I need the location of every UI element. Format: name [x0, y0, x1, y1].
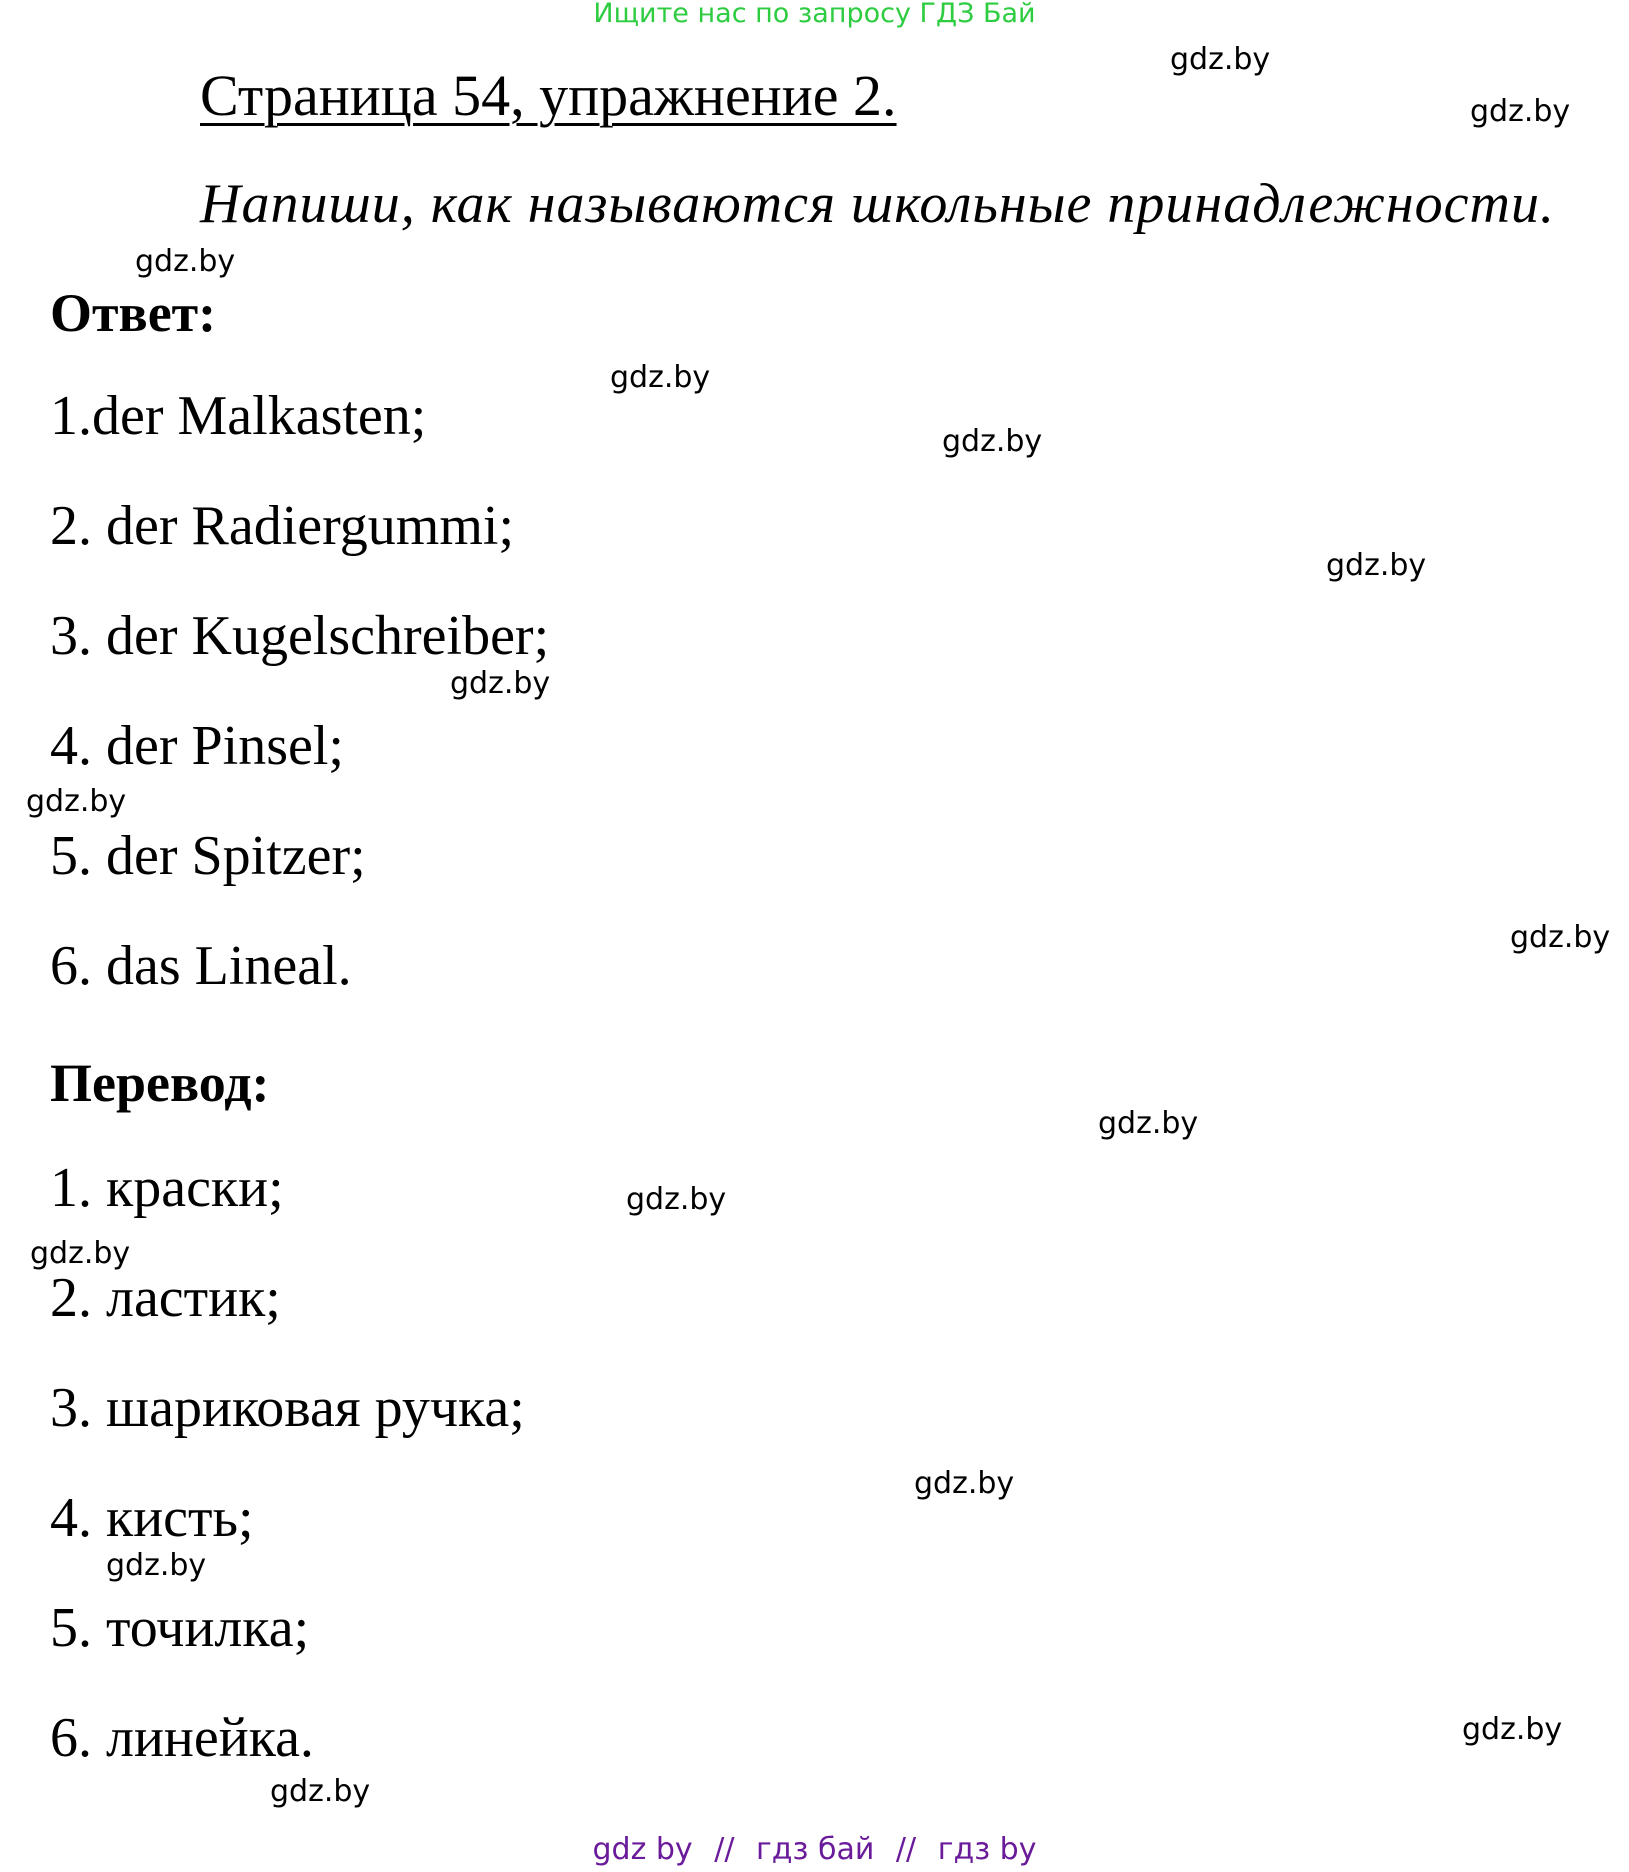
- footer-link-gdz-bai[interactable]: гдз бай: [756, 1832, 875, 1867]
- footer-link-gdz-by[interactable]: gdz by: [592, 1832, 693, 1867]
- watermark: gdz.by: [626, 1182, 727, 1217]
- watermark: gdz.by: [610, 360, 711, 395]
- watermark: gdz.by: [942, 424, 1043, 459]
- top-banner: Ищите нас по запросу ГДЗ Бай: [593, 0, 1036, 29]
- watermark: gdz.by: [270, 1774, 371, 1809]
- watermark: gdz.by: [135, 244, 236, 279]
- footer-links: [0, 1832, 1629, 1867]
- translation-item: 4. кисть;: [50, 1487, 254, 1549]
- task-text: Напиши, как называются школьные принадлежности.: [200, 173, 1555, 235]
- watermark: gdz.by: [1170, 42, 1271, 77]
- footer-separator: //: [895, 1832, 917, 1867]
- watermark: gdz.by: [1462, 1712, 1563, 1747]
- watermark: gdz.by: [106, 1548, 207, 1583]
- footer-separator: //: [714, 1832, 735, 1867]
- answer-label: Ответ:: [50, 283, 217, 343]
- watermark: gdz.by: [1326, 548, 1427, 583]
- answer-item: 1.der Malkasten;: [50, 385, 427, 447]
- answer-item: 5. der Spitzer;: [50, 825, 366, 887]
- translation-item: 5. точилка;: [50, 1597, 310, 1659]
- answer-item: 3. der Kugelschreiber;: [50, 605, 550, 667]
- translation-label: Перевод:: [50, 1053, 270, 1113]
- translation-item: 1. краски;: [50, 1157, 284, 1219]
- footer-link-gdz-by-cyr[interactable]: гдз by: [937, 1832, 1037, 1867]
- answer-item: 2. der Radiergummi;: [50, 495, 514, 557]
- answer-item: 4. der Pinsel;: [50, 715, 344, 777]
- watermark: gdz.by: [450, 666, 551, 701]
- watermark: gdz.by: [1510, 920, 1611, 955]
- translation-item: 6. линейка.: [50, 1707, 314, 1769]
- answer-item: 6. das Lineal.: [50, 935, 352, 997]
- translation-item: 3. шариковая ручка;: [50, 1377, 525, 1439]
- watermark: gdz.by: [1098, 1106, 1199, 1141]
- translation-item: 2. ластик;: [50, 1267, 281, 1329]
- watermark: gdz.by: [914, 1466, 1015, 1501]
- watermark: gdz.by: [1470, 94, 1571, 129]
- watermark: gdz.by: [30, 1236, 131, 1271]
- watermark: gdz.by: [26, 784, 127, 819]
- page-title: Страница 54, упражнение 2.: [200, 63, 897, 128]
